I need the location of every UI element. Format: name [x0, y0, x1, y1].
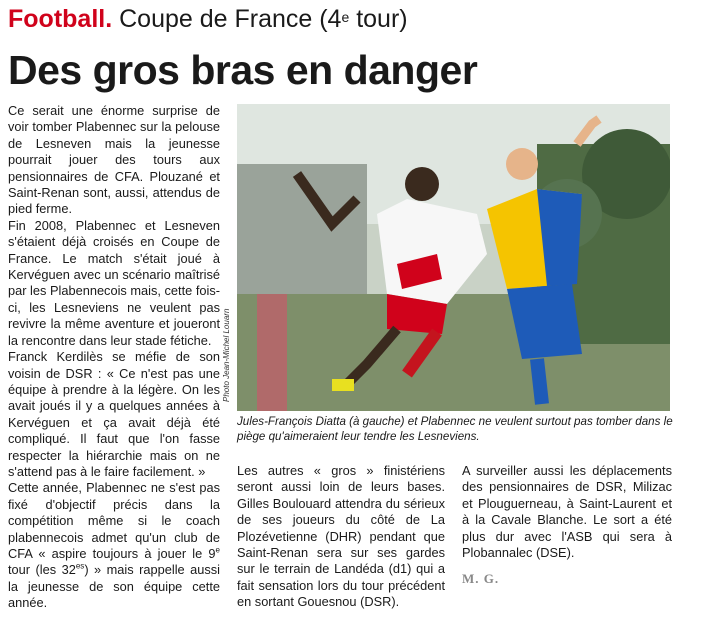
article-paragraph: Les autres « gros » finistériens seront aussi loin de leurs bases. Gilles Boulouard attendra du sérieux de ses joueurs du côté de La Plozévetienne (DHR) pendant que Saint-Renan sera sur ses gardes sur le terrain de Landéda (d1) qui a fait sensation lors du tour précédent en sortant Gouesnou (DSR).: [237, 463, 445, 610]
competition-text-end: tour): [349, 5, 408, 33]
photo-credit: Photo Jean-Michel Louarn: [222, 308, 231, 402]
photo-caption: Jules-François Diatta (à gauche) et Plabennec ne veulent surtout pas tomber dans le piège qu'aimeraient leur tendre les Lesneviens.: [237, 415, 673, 443]
competition-sup: e: [341, 9, 350, 25]
section-kicker: [8, 4, 408, 34]
match-photo: [237, 104, 670, 411]
competition-label: [119, 5, 408, 33]
article-column-1: [8, 103, 220, 612]
author-signature: M. G.: [462, 571, 500, 587]
competition-text: Coupe de France (4: [119, 5, 342, 33]
article-paragraph: [8, 480, 220, 611]
article-paragraph: A surveiller aussi les déplacements des pensionnaires de DSR, Milizac et Plouguerneau, à Saint-Laurent et à la Cavale Blanche. Le sort a été plus dur avec l'ASB qui sera à Plobannalec (DSE).: [462, 463, 672, 561]
paragraph-text: tour (les 32: [8, 562, 76, 578]
superscript: e: [215, 545, 220, 555]
superscript: es: [75, 562, 85, 572]
article-column-3: [462, 463, 672, 588]
paragraph-text: ) » mais rappelle aussi la jeunesse de son équipe cette année.: [8, 562, 220, 611]
article-paragraph: Franck Kerdilès se méfie de son voisin de DSR : « Ce n'est pas une équipe à prendre à la légère. On les avait joués il y a quelques années à Kervéguen et ça avait déjà été compliqué. Il faut que l'on fasse respecter la hiérarchie mais on ne s'attend pas à le faire facilement. »: [8, 349, 220, 479]
article-column-2: [237, 463, 445, 611]
headline: Des gros bras en danger: [8, 47, 478, 93]
paragraph-text: Cette année, Plabennec ne s'est pas fixé d'objectif précis dans la compétition même si le coach plabennecois admet qu'un club de CFA « aspire toujours à jouer le 9: [8, 480, 220, 561]
article-paragraph: Ce serait une énorme surprise de voir tomber Plabennec sur la pelouse de Lesneven mais la jeunesse pourrait jouer des tours aux pensionnaires de CFA. Plouzané et Saint-Renan sont, aussi, attendus de pied ferme.: [8, 103, 220, 217]
football-players-illustration: [237, 104, 670, 411]
article-paragraph: Fin 2008, Plabennec et Lesneven s'étaient déjà croisés en Coupe de France. Le match s'était joué à Kervéguen avec un scénario maîtrisé par les Plabennecois mais, cette fois-ci, les Lesneviens ne veulent pas revivre la même aventure et joueront la rencontre dans leur stade fétiche.: [8, 217, 220, 348]
rubric-label: Football.: [8, 5, 113, 33]
